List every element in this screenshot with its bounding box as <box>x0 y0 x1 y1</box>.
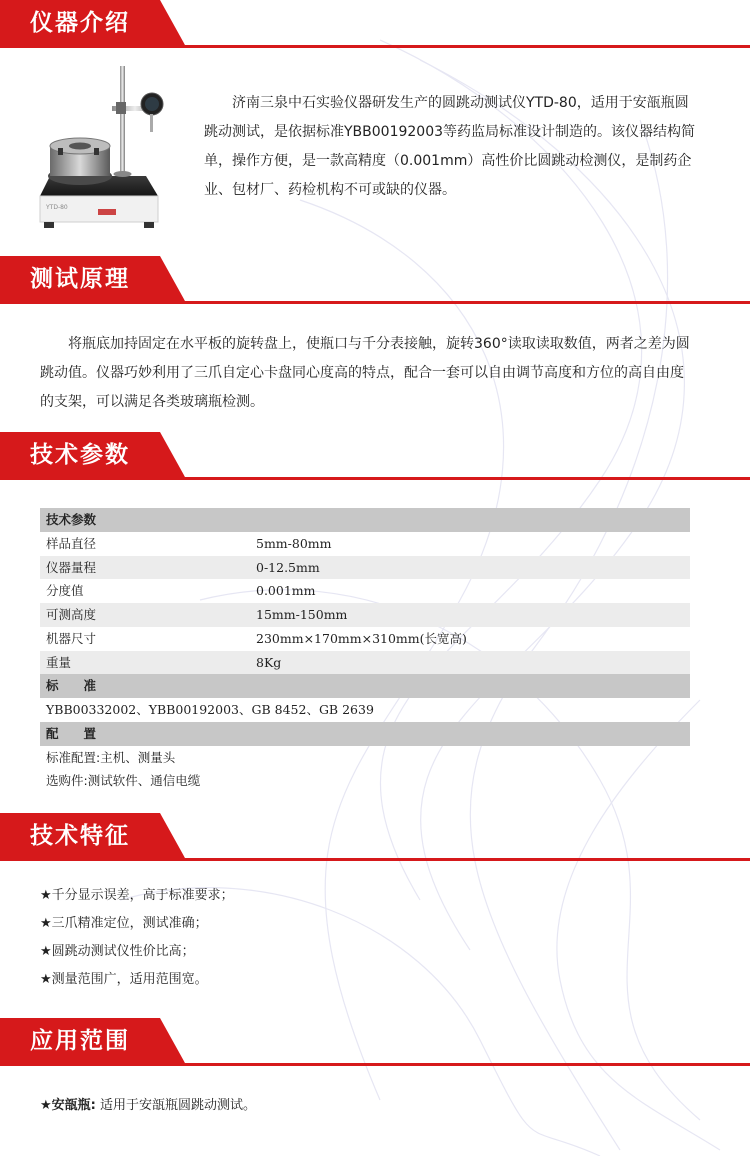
param-label: 样品直径 <box>46 535 97 551</box>
param-value: 230mm×170mm×310mm(长宽高) <box>256 630 467 646</box>
param-value: 0.001mm <box>256 583 316 599</box>
table-row <box>40 651 690 675</box>
section-title-params: 技术参数 <box>30 442 130 468</box>
header-rule <box>0 477 750 480</box>
param-value: 0-12.5mm <box>256 559 320 575</box>
section-header-application <box>0 1018 750 1066</box>
param-value: 5mm-80mm <box>256 535 332 551</box>
param-label: 机器尺寸 <box>46 630 97 646</box>
application-label: ★安瓿瓶: <box>40 1098 96 1113</box>
principle-paragraph: 将瓶底加持固定在水平板的旋转盘上，使瓶口与千分表接触，旋转360°读取读取数值，两者之差为圆跳动值。仪器巧妙利用了三爪自定心卡盘同心度高的特点，配合一套可以自由调节高度和方位的高自由度的支架，可以满足各类玻璃瓶检测。 <box>40 336 690 410</box>
list-item: ★千分显示误差，高于标准要求； <box>40 888 234 903</box>
section-title-features: 技术特征 <box>30 823 130 849</box>
table-row <box>40 769 690 793</box>
application-line <box>40 1093 256 1119</box>
header-rule <box>0 301 750 304</box>
intro-paragraph: 济南三泉中石实验仪器研发生产的圆跳动测试仪YTD-80，适用于安瓿瓶圆跳动测试，是依据标准YBB00192003等药监局标准设计制造的。该仪器结构简单，操作方便，是一款高精度（0.001mm）高性价比圆跳动检测仪，是制药企业、包材厂、药检机构不可或缺的仪器。 <box>204 95 696 198</box>
param-label: 重量 <box>46 654 72 670</box>
table-row <box>40 746 690 770</box>
config-value: 选购件:测试软件、通信电缆 <box>46 773 201 789</box>
config-value: 标准配置:主机、测量头 <box>46 749 176 765</box>
list-item: ★三爪精准定位，测试准确； <box>40 916 208 931</box>
application-text: 适用于安瓿瓶圆跳动测试。 <box>100 1098 257 1113</box>
section-title-intro: 仪器介绍 <box>30 10 130 36</box>
section-header-principle <box>0 256 750 304</box>
table-row <box>40 532 690 556</box>
params-table <box>40 508 690 793</box>
table-config-header <box>40 722 690 746</box>
standard-header-label: 标 准 <box>46 678 97 694</box>
param-label: 分度值 <box>46 583 84 599</box>
param-value: 8Kg <box>256 654 282 670</box>
table-header-row <box>40 508 690 532</box>
header-rule <box>0 1063 750 1066</box>
section-header-params <box>0 432 750 480</box>
device-model-label: YTD-80 <box>46 204 68 211</box>
param-label: 可测高度 <box>46 607 97 622</box>
table-row <box>40 603 690 627</box>
list-item: ★圆跳动测试仪性价比高； <box>40 944 195 959</box>
header-rule <box>0 45 750 48</box>
header-rule <box>0 858 750 861</box>
product-image <box>36 64 171 234</box>
section-title-principle: 测试原理 <box>30 266 130 292</box>
section-title-application: 应用范围 <box>30 1028 130 1054</box>
table-header-label: 技术参数 <box>46 512 97 527</box>
table-row <box>40 627 690 651</box>
param-label: 仪器量程 <box>46 559 97 575</box>
config-header-label: 配 置 <box>46 725 97 741</box>
table-row <box>40 698 690 722</box>
list-item: ★测量范围广，适用范围宽。 <box>40 972 208 987</box>
table-row <box>40 556 690 580</box>
standard-value: YBB00332002、YBB00192003、GB 8452、GB 2639 <box>46 702 374 717</box>
section-header-intro <box>0 0 750 48</box>
table-standard-header <box>40 674 690 698</box>
section-header-features <box>0 813 750 861</box>
table-row <box>40 579 690 603</box>
param-value: 15mm-150mm <box>256 607 348 622</box>
features-list <box>40 882 700 994</box>
